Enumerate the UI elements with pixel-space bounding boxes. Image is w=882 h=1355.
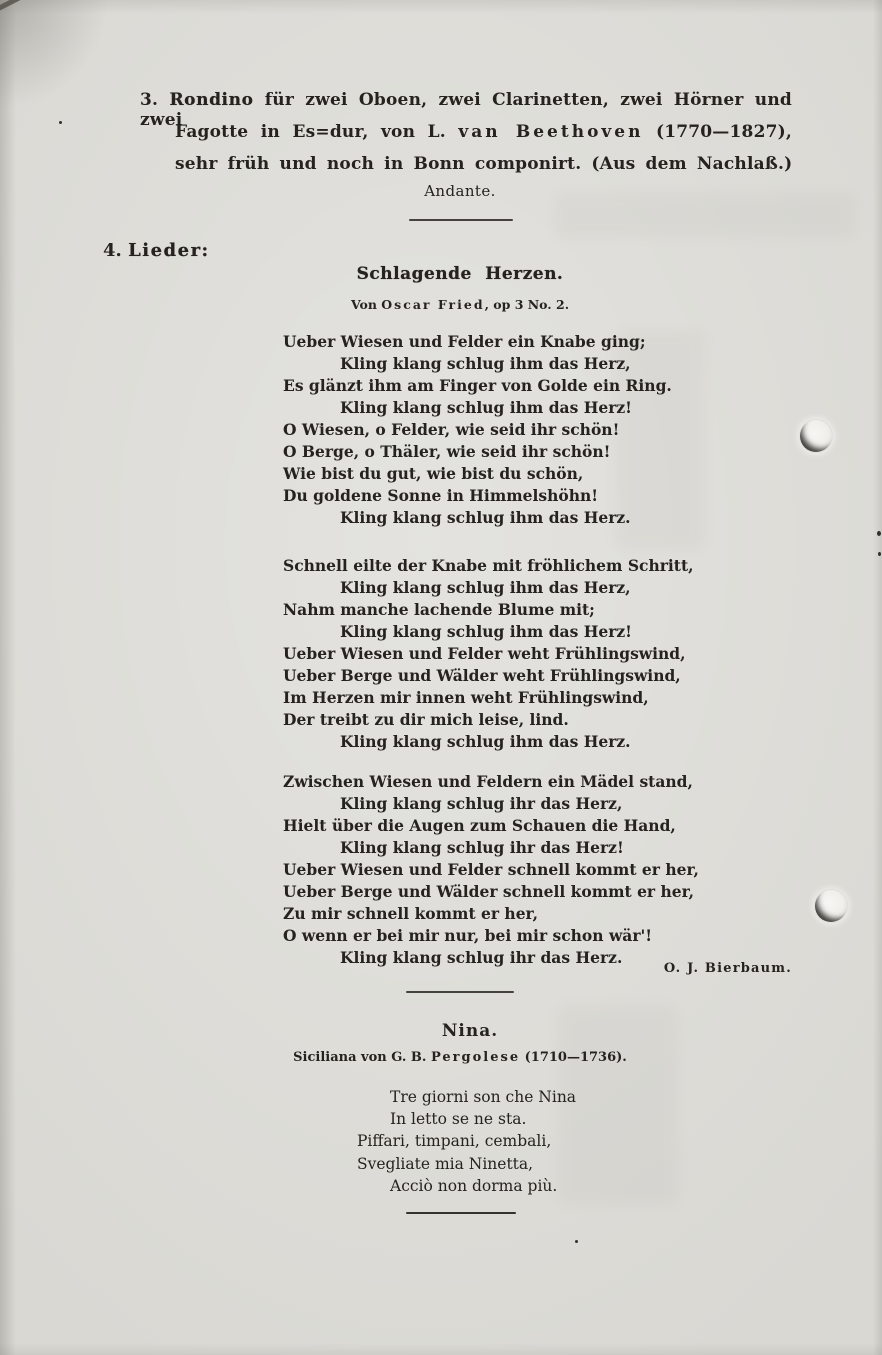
item-3-key-text: Fagotte in Es=dur, von L. <box>175 122 446 142</box>
byline-prefix: Von <box>350 297 377 312</box>
byline-prefix: Siciliana von G. B. <box>293 1050 427 1065</box>
poem-line: Im Herzen mir innen weht Frühlingswind, <box>283 688 649 707</box>
italian-verse <box>357 1086 677 1197</box>
composer-name-pergolese: Pergolese <box>430 1050 521 1065</box>
poem-line: Kling klang schlug ihm das Herz, <box>340 354 631 373</box>
verse-line: Tre giorni son che Nina <box>390 1088 577 1106</box>
work-title-rondino: Rondino <box>169 90 254 110</box>
ink-speck <box>878 552 881 556</box>
poem-line: Der treibt zu dir mich leise, lind. <box>283 710 569 729</box>
poem-line: Wie bist du gut, wie bist du schön, <box>283 464 584 483</box>
program-item-4-label <box>103 240 210 261</box>
poem-stanza-2 <box>283 555 843 753</box>
poem-line: Du goldene Sonne in Himmelshöhn! <box>283 486 599 505</box>
poem-line: Kling klang schlug ihr das Herz, <box>340 794 623 813</box>
poem-line: Ueber Berge und Wälder schnell kommt er her, <box>283 882 695 901</box>
item-3-number: 3. <box>140 90 159 110</box>
song-1-byline <box>100 297 820 312</box>
section-divider <box>406 1212 516 1214</box>
poem-line: Zwischen Wiesen und Feldern ein Mädel stand, <box>283 772 693 791</box>
song-title-schlagende-herzen: Schlagende Herzen. <box>356 264 564 284</box>
poem-line: Schnell eilte der Knabe mit fröhlichem Schritt, <box>283 556 694 575</box>
composer-name-beethoven: van Beethoven <box>458 122 644 142</box>
poem-line: Kling klang schlug ihm das Herz, <box>340 578 631 597</box>
verse-line: Acciò non dorma più. <box>390 1176 558 1195</box>
composer-name-oscar-fried: Oscar Fried <box>381 297 485 312</box>
tempo-marking: Andante. <box>424 182 496 200</box>
poem-line: Zu mir schnell kommt er her, <box>283 904 538 923</box>
poem-line: O Wiesen, o Felder, wie seid ihr schön! <box>283 420 620 439</box>
poem-line: Hielt über die Augen zum Schauen die Hand, <box>283 816 676 835</box>
poem-line: Ueber Wiesen und Felder weht Frühlingswind, <box>283 644 686 663</box>
composer-dates-beethoven: (1770—1827), <box>655 122 792 142</box>
poem-stanza-1 <box>283 331 843 529</box>
verse-line: In letto se ne sta. <box>390 1110 527 1129</box>
page-corner-mark <box>0 0 40 14</box>
section-divider <box>406 991 514 993</box>
poem-line: Nahm manche lachende Blume mit; <box>283 600 595 619</box>
poem-line: Kling klang schlug ihm das Herz! <box>340 398 632 417</box>
poem-line: Kling klang schlug ihr das Herz! <box>340 838 624 857</box>
poem-line: Kling klang schlug ihm das Herz. <box>340 732 631 751</box>
poem-line: Ueber Wiesen und Felder ein Knabe ging; <box>283 332 646 351</box>
ink-speck <box>877 531 881 536</box>
byline-opus: , op 3 No. 2. <box>484 297 570 312</box>
poem-stanza-3 <box>283 771 843 969</box>
section-divider <box>409 219 513 221</box>
item-3-instrumentation: für zwei Oboen, zwei Clarinetten, zwei Hörner und zwei <box>140 90 793 130</box>
item-4-number: 4. <box>103 240 122 261</box>
verse-line: Svegliate mia Ninetta, <box>357 1154 534 1173</box>
song-title-nina: Nina. <box>441 1021 499 1041</box>
poem-line: Kling klang schlug ihm das Herz. <box>340 508 631 527</box>
ink-speck <box>575 1240 578 1243</box>
program-item-3-line-3: sehr früh und noch in Bonn componirt. (Aus dem Nachlaß.) <box>175 154 793 174</box>
verse-line: Piffari, timpani, cembali, <box>357 1132 552 1151</box>
item-4-category: Lieder: <box>128 240 210 261</box>
poem-line: Ueber Berge und Wälder weht Frühlingswind, <box>283 666 681 685</box>
ink-speck <box>59 121 62 124</box>
composer-dates-pergolese: (1710—1736). <box>524 1050 627 1065</box>
song-2-byline <box>100 1050 820 1065</box>
poem-line: Es glänzt ihm am Finger von Golde ein Ring. <box>283 376 672 395</box>
poem-line: O wenn er bei mir nur, bei mir schon wär'! <box>283 926 653 945</box>
poet-attribution-bierbaum: O. J. Bierbaum. <box>663 961 792 976</box>
poem-line: Ueber Wiesen und Felder schnell kommt er her, <box>283 860 699 879</box>
poem-line: O Berge, o Thäler, wie seid ihr schön! <box>283 442 611 461</box>
poem-line: Kling klang schlug ihr das Herz. <box>340 948 623 967</box>
poem-line: Kling klang schlug ihm das Herz! <box>340 622 632 641</box>
program-item-3-line-2 <box>175 122 792 142</box>
